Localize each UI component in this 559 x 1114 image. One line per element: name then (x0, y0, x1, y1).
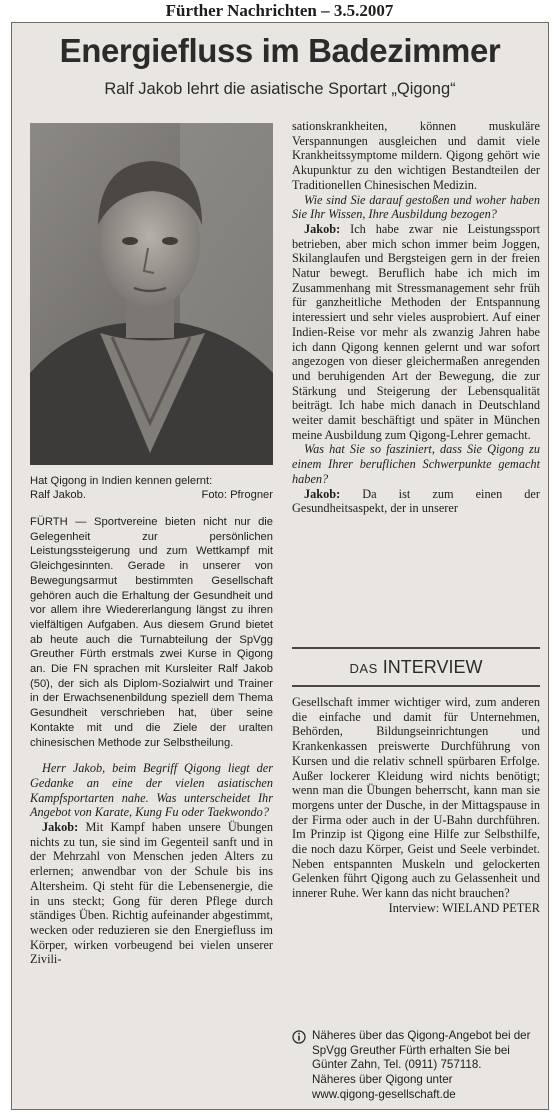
answer-3-text-1: Da ist zum einen der Gesundheitsaspekt, der in unserer (292, 486, 540, 516)
interview-rule-top (292, 647, 540, 649)
caption-line-1: Hat Qigong in Indien kennen gelernt: (30, 475, 213, 487)
info-more-label: Näheres über Qigong unter (312, 1073, 453, 1087)
photo-caption (30, 475, 273, 502)
left-column (30, 515, 273, 967)
source-line: Fürther Nachrichten – 3.5.2007 (165, 1, 394, 20)
question-1: Herr Jakob, beim Begriff Qigong liegt der Gedanke an eine der vielen asiatischen Kampfsportarten nahe. Was unterscheidet Ihr Angebot von Karate, Kung Fu oder Taekwondo? (30, 761, 273, 820)
caption-line-2: Ralf Jakob. (30, 488, 86, 501)
headline: Energiefluss im Badezimmer (59, 32, 501, 69)
newspaper-clipping (11, 22, 549, 1110)
info-box (312, 1029, 540, 1103)
interview-label-text (292, 655, 540, 681)
interview-label-word: INTERVIEW (382, 657, 483, 677)
interview-label (292, 647, 540, 687)
speaker-label: Jakob: (304, 221, 341, 236)
question-2: Wie sind Sie darauf gestoßen und woher haben Sie Ihr Wissen, Ihre Ausbildung bezogen? (292, 192, 540, 222)
info-text: Näheres über das Qigong-Angebot bei der SpVgg Greuther Fürth erhalten Sie bei Günter Zahn, Tel. (0911) 757118. (312, 1029, 531, 1072)
info-circle-icon (292, 1030, 306, 1044)
right-column-top (292, 119, 540, 516)
speaker-label: Jakob: (304, 486, 341, 501)
interview-rule-bottom (292, 685, 540, 687)
info-url[interactable]: www.qigong-gesellschaft.de (312, 1087, 456, 1101)
answer-1-part-1 (30, 820, 273, 967)
portrait-photo (30, 123, 273, 465)
intro-paragraph: FÜRTH — Sportvereine bieten nicht nur die Gelegenheit zur persönlichen Leistungssteigerung und zum Wettkampf mit Gleichgesinnten. Gerade in unserer von Bewegungsarmut bestimmten Gesellschaft gehören auch die Erhaltung der Gesundheit und vor allem ihre Wiedererlangung längst zu ihren vielfältigen Aufgaben. Aus diesem Grund bietet ab heute auch die Turnabteilung der SpVgg Greuther Fürth erstmals zwei Kurse in Qigong an. Die FN sprachen mit Kursleiter Ralf Jakob (50), der sich als Diplom-Sozialwirt und Trainer in der Erwachsenenbildung speziell dem Thema Gesundheit verschrieben hat, über seine Kontakte mit und die Ziele der uralten chinesischen Methode zur Selbstheilung. (30, 516, 273, 749)
portrait-illustration (30, 123, 273, 465)
question-3: Was hat Sie so fasziniert, dass Sie Qigong zu einem Ihrer beruflichen Schwerpunkte gemacht haben? (292, 442, 540, 486)
answer-1-text-1: Mit Kampf haben unsere Übungen nichts zu tun, sie sind im Gegenteil sanft und in der Mehrzahl von Menschen jeden Alters zu erlernen; anwendbar von der Schule bis ins Altersheim. Qi steht für die Lebensenergie, die in uns steckt; Gong für deren Pflege durch ständiges Üben. Richtig aufeinander abgestimmt, wecken oder reduzieren sie den Energiefluss im Körper, wirken vorbeugend bei vielen unserer Zivili- (30, 820, 273, 967)
speaker-label: Jakob: (42, 820, 79, 835)
answer-1-part-2: sationskrankheiten, können muskuläre Verspannungen ausgleichen und damit viele Krankheitssymptome mildern. Qigong gehört wie Akupunktur zu den wichtigen Bestandteilen der Traditionellen Chinesischen Medizin. (292, 119, 540, 192)
interview-credit: Interview: WIELAND PETER (388, 900, 540, 915)
answer-3-part-1 (292, 487, 540, 516)
subheadline: Ralf Jakob lehrt die asiatische Sportart „Qigong“ (104, 80, 456, 98)
right-column-bottom (292, 695, 540, 916)
interview-label-das: DAS (349, 661, 378, 676)
answer-3-part-2: Gesellschaft immer wichtiger wird, zum anderen die einfache und damit für Unternehmen, Behörden, Bildungseinrichtungen und Krankenkassen preiswerte Durchführung von Kursen und die relativ schnell spürbaren Erfolge. Außer lockerer Kleidung wird nichts benötigt; wenn man die Übungen beherrscht, kann man sie morgens unter der Dusche, in der Mittagspause in der Firma oder auch in der U-Bahn durchführen. Im Prinzip ist Qigong eine Hilfe zur Selbsthilfe, die noch dazu Körper, Geist und Seele verbindet. Neben entspannten Muskeln und gelockerten Gelenken führt Qigong auch zu Gelassenheit und innerer Ruhe. Wer kann das nicht brauchen? (292, 695, 540, 901)
photo-credit: Foto: Pfrogner (201, 488, 273, 501)
answer-2-text: Ich habe zwar nie Leistungssport betrieben, aber mich schon immer beim Joggen, Skilanglaufen und Bergsteigen gern in der freien Natur bewegt. Beruflich habe ich mich im Zusammenhang mit Stressmanagement sehr früh für ganzheitliche Methoden der Entspannung interessiert und sehr vieles ausprobiert. Auf einer Indien-Reise vor mehr als zwanzig Jahren habe ich dann Qigong kennen gelernt und war sofort angezogen von dieser gleichermaßen anregenden und beruhigenden Art der Bewegung, die zur Stärkung und Steigerung der Lebensqualität beiträgt. Ich habe mich danach in Deutschland weiter damit beschäftigt und später in München meine Ausbildung zum Qigong-Lehrer gemacht. (292, 221, 540, 442)
answer-2 (292, 222, 540, 443)
